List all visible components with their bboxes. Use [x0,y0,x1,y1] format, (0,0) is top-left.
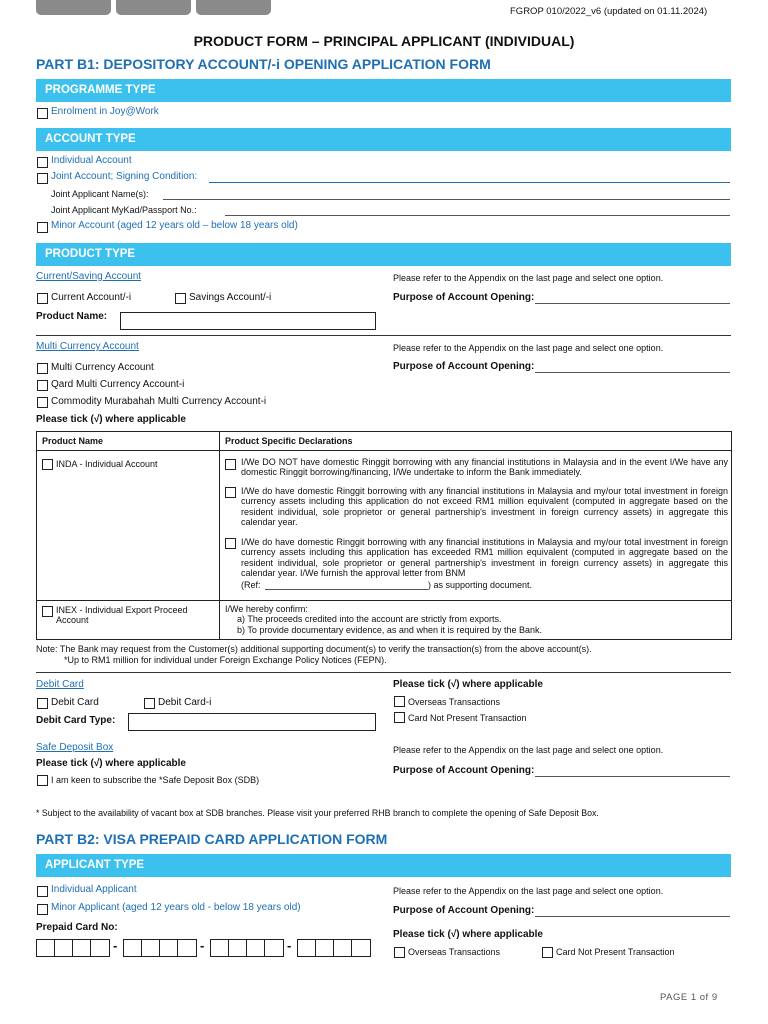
appendix-note: Please refer to the Appendix on the last page and select one option. [393,343,664,353]
product-name-input[interactable] [120,312,376,330]
purpose-field[interactable] [535,372,730,373]
joint-ids-label: Joint Applicant MyKad/Passport No.: [51,205,197,215]
header-tab [196,0,271,15]
card-no-group-1[interactable] [36,939,110,957]
page-title: PRODUCT FORM – PRINCIPAL APPLICANT (INDIVIDUAL) [193,33,575,49]
programme-type-bar: PROGRAMME TYPE [36,79,731,102]
product-name-label: Product Name: [36,311,108,322]
card-no-group-4[interactable] [297,939,371,957]
savings-account-label: Savings Account/-i [189,292,272,303]
table-row-divider [36,600,731,601]
debit-tick-instruction: Please tick (√) where applicable [393,679,543,690]
decl-3-ref-label: (Ref: [241,580,261,590]
applicant-type-bar: APPLICANT TYPE [36,854,731,877]
note-line-1: Note: The Bank may request from the Customer(s) additional supporting document(s) to verify the transaction(s) from the above account(s). [36,644,592,654]
card-no-dash: - [200,938,205,953]
debit-card-i-checkbox[interactable] [144,698,155,709]
purpose-label: Purpose of Account Opening: [393,361,535,372]
debit-overseas-checkbox[interactable] [394,696,405,707]
table-col-declarations: Product Specific Declarations [225,436,353,446]
confirm-heading: I/We hereby confirm: [225,604,308,614]
joy-work-label: Enrolment in Joy@Work [51,106,159,117]
minor-applicant-label: Minor Applicant (aged 12 years old - below 18 years old) [51,902,301,913]
debit-overseas-label: Overseas Transactions [408,697,501,707]
current-account-label: Current Account/-i [51,292,132,303]
individual-applicant-checkbox[interactable] [37,886,48,897]
debit-card-i-label: Debit Card-i [158,697,212,708]
card-no-group-3[interactable] [210,939,284,957]
savings-account-checkbox[interactable] [175,293,186,304]
part-b2-heading: PART B2: VISA PREPAID CARD APPLICATION FORM [36,831,388,847]
debit-card-checkbox[interactable] [37,698,48,709]
header-tab [36,0,111,15]
debit-card-label: Debit Card [51,697,99,708]
confirm-a: a) The proceeds credited into the account are strictly from exports. [237,614,502,624]
b2-purpose-field[interactable] [535,916,730,917]
decl-1-checkbox[interactable] [225,459,236,470]
prepaid-card-no-label: Prepaid Card No: [36,922,118,933]
sdb-purpose-label: Purpose of Account Opening: [393,765,535,776]
purpose-field[interactable] [535,303,730,304]
sdb-footnote: * Subject to the availability of vacant box at SDB branches. Please visit your preferred RHB branch to complete the opening of Safe Deposit Box. [36,808,599,818]
decl-1-text: I/We DO NOT have domestic Ringgit borrowing with any financial institutions in Malaysia and in the event I/We have any domestic Ringgit borrowing/financing, I/We undertake to inform the Bank immediately. [241,457,728,478]
inex-checkbox[interactable] [42,606,53,617]
debit-card-heading: Debit Card [36,679,84,690]
b2-tick-instruction: Please tick (√) where applicable [393,929,543,940]
mca-checkbox[interactable] [37,363,48,374]
joint-names-label: Joint Applicant Name(s): [51,189,149,199]
table-col-divider [219,431,220,639]
card-no-dash: - [287,938,292,953]
decl-3-end: ) as supporting document. [428,580,533,590]
commodity-checkbox[interactable] [37,397,48,408]
debit-cnp-checkbox[interactable] [394,712,405,723]
qard-label: Qard Multi Currency Account-i [51,379,185,390]
mca-label: Multi Currency Account [51,362,154,373]
sdb-appendix-note: Please refer to the Appendix on the last page and select one option. [393,745,664,755]
joint-account-checkbox[interactable] [37,173,48,184]
document-reference: FGROP 010/2022_v6 (updated on 01.11.2024) [510,6,708,17]
account-type-bar: ACCOUNT TYPE [36,128,731,151]
mca-heading: Multi Currency Account [36,341,139,352]
b2-appendix-note: Please refer to the Appendix on the last page and select one option. [393,886,664,896]
sdb-tick-instruction: Please tick (√) where applicable [36,758,186,769]
b2-purpose-label: Purpose of Account Opening: [393,905,535,916]
current-account-checkbox[interactable] [37,293,48,304]
csa-heading: Current/Saving Account [36,271,142,282]
decl-2-text: I/We do have domestic Ringgit borrowing with any financial institutions in Malaysia and my/our total investment in foreign currency assets including this application do not exceed RM1 million equivalent (computed in aggregate based on the resident individual, sole proprietor or general partnership's investment in foreign currency assets) in aggregate this calendar year. [241,486,728,527]
joint-ids-field[interactable] [225,215,730,216]
decl-3-checkbox[interactable] [225,538,236,549]
joy-work-checkbox[interactable] [37,108,48,119]
confirm-b: b) To provide documentary evidence, as and when it is required by the Bank. [237,625,543,635]
header-tab [116,0,191,15]
table-header-divider [36,450,731,451]
minor-applicant-checkbox[interactable] [37,904,48,915]
note-line-2: *Up to RM1 million for individual under Foreign Exchange Policy Notices (FEPN). [64,655,387,665]
inex-label: INEX - Individual Export Proceed Account [56,605,188,626]
decl-2-checkbox[interactable] [225,487,236,498]
signing-condition-field[interactable] [209,182,730,183]
product-type-bar: PRODUCT TYPE [36,243,731,266]
purpose-label: Purpose of Account Opening: [393,292,535,303]
joint-names-field[interactable] [163,199,730,200]
qard-checkbox[interactable] [37,380,48,391]
inda-label: INDA - Individual Account [56,459,158,469]
sdb-keen-label: I am keen to subscribe the *Safe Deposit Box (SDB) [51,775,260,785]
table-col-product: Product Name [42,436,104,446]
commodity-label: Commodity Murabahah Multi Currency Account-i [51,396,267,407]
b2-cnp-label: Card Not Present Transaction [556,947,675,957]
section-divider [36,672,731,673]
card-no-group-2[interactable] [123,939,197,957]
joint-account-label: Joint Account; Signing Condition: [51,171,198,182]
appendix-note: Please refer to the Appendix on the last page and select one option. [393,273,664,283]
bnm-ref-field[interactable] [265,589,428,590]
debit-card-type-label: Debit Card Type: [36,715,116,726]
section-divider [36,335,731,336]
inda-checkbox[interactable] [42,459,53,470]
sdb-checkbox[interactable] [37,775,48,786]
individual-applicant-label: Individual Applicant [51,884,137,895]
minor-account-label: Minor Account (aged 12 years old – below 18 years old) [51,220,298,231]
sdb-heading: Safe Deposit Box [36,742,114,753]
page-number: PAGE 1 of 9 [660,992,718,1003]
minor-account-checkbox[interactable] [37,222,48,233]
b2-overseas-label: Overseas Transactions [408,947,501,957]
b2-overseas-checkbox[interactable] [394,947,405,958]
b2-cnp-checkbox[interactable] [542,947,553,958]
sdb-purpose-field[interactable] [535,776,730,777]
tick-instruction: Please tick (√) where applicable [36,414,186,425]
part-b1-heading: PART B1: DEPOSITORY ACCOUNT/-i OPENING APPLICATION FORM [36,56,491,72]
debit-card-type-input[interactable] [128,713,376,731]
card-no-dash: - [113,938,118,953]
decl-3-text: I/We do have domestic Ringgit borrowing with any financial institutions in Malaysia and my/our total investment in foreign currency assets including this application has exceeded RM1 million equivalent (computed in aggregate based on the resident individual, sole proprietor or general partnership's investment in foreign currency assets) in aggregate this calendar year. I/We furnish the approval letter from BNM [241,537,728,578]
individual-account-label: Individual Account [51,155,132,166]
debit-cnp-label: Card Not Present Transaction [408,713,527,723]
individual-account-checkbox[interactable] [37,157,48,168]
